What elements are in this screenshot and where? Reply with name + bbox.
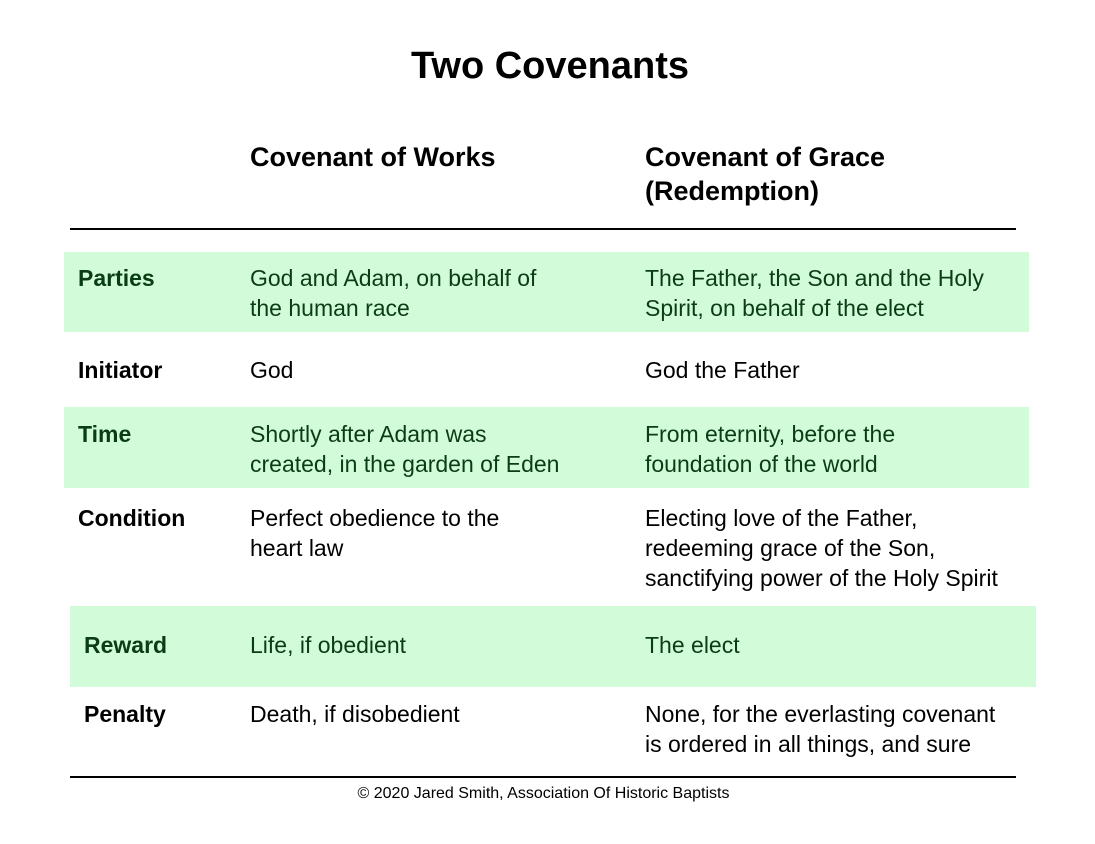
cell-line: God and Adam, on behalf of	[250, 265, 537, 291]
cell-line: The elect	[645, 632, 740, 658]
cell-line: Shortly after Adam was	[250, 421, 487, 447]
row-label-parties: Parties	[78, 265, 155, 291]
cell-reward-grace	[645, 630, 740, 660]
cell-line: redeeming grace of the Son,	[645, 535, 936, 561]
cell-line: Life, if obedient	[250, 632, 407, 658]
cell-line: is ordered in all things, and sure	[645, 731, 972, 757]
cell-line: heart law	[250, 535, 344, 561]
cell-penalty-works	[250, 699, 460, 729]
cell-line: Spirit, on behalf of the elect	[645, 295, 924, 321]
cell-line: None, for the everlasting covenant	[645, 701, 996, 727]
cell-time-grace	[645, 419, 895, 479]
column-header-grace-line2: (Redemption)	[645, 176, 819, 206]
row-label-penalty: Penalty	[84, 701, 166, 727]
header-divider	[70, 228, 1016, 230]
cell-line: Death, if disobedient	[250, 701, 460, 727]
cell-line: created, in the garden of Eden	[250, 451, 560, 477]
cell-condition-works	[250, 503, 499, 563]
footer-divider	[70, 776, 1016, 778]
cell-line: God	[250, 357, 294, 383]
cell-line: the human race	[250, 295, 410, 321]
row-band-reward	[70, 606, 1036, 687]
cell-reward-works	[250, 630, 406, 660]
copyright-footer: © 2020 Jared Smith, Association Of Historic Baptists	[357, 785, 730, 802]
cell-time-works	[250, 419, 559, 479]
cell-condition-grace	[645, 503, 998, 593]
row-label-reward: Reward	[84, 632, 168, 658]
column-header-grace-line1: Covenant of Grace	[645, 142, 886, 172]
cell-line: sanctifying power of the Holy Spirit	[645, 565, 998, 591]
cell-line: God the Father	[645, 357, 800, 383]
cell-line: From eternity, before the	[645, 421, 896, 447]
cell-line: Perfect obedience to the	[250, 505, 500, 531]
cell-parties-grace	[645, 263, 984, 323]
cell-line: foundation of the world	[645, 451, 878, 477]
page-title: Two Covenants	[411, 45, 689, 87]
row-label-time: Time	[78, 421, 132, 447]
cell-line: Electing love of the Father,	[645, 505, 918, 531]
row-label-initiator: Initiator	[78, 357, 163, 383]
column-header-grace	[645, 140, 885, 208]
cell-initiator-grace	[645, 355, 800, 385]
cell-initiator-works	[250, 355, 293, 385]
cell-line: The Father, the Son and the Holy	[645, 265, 984, 291]
column-header-works: Covenant of Works	[250, 142, 496, 172]
cell-parties-works	[250, 263, 536, 323]
row-label-condition: Condition	[78, 505, 186, 531]
cell-penalty-grace	[645, 699, 995, 759]
